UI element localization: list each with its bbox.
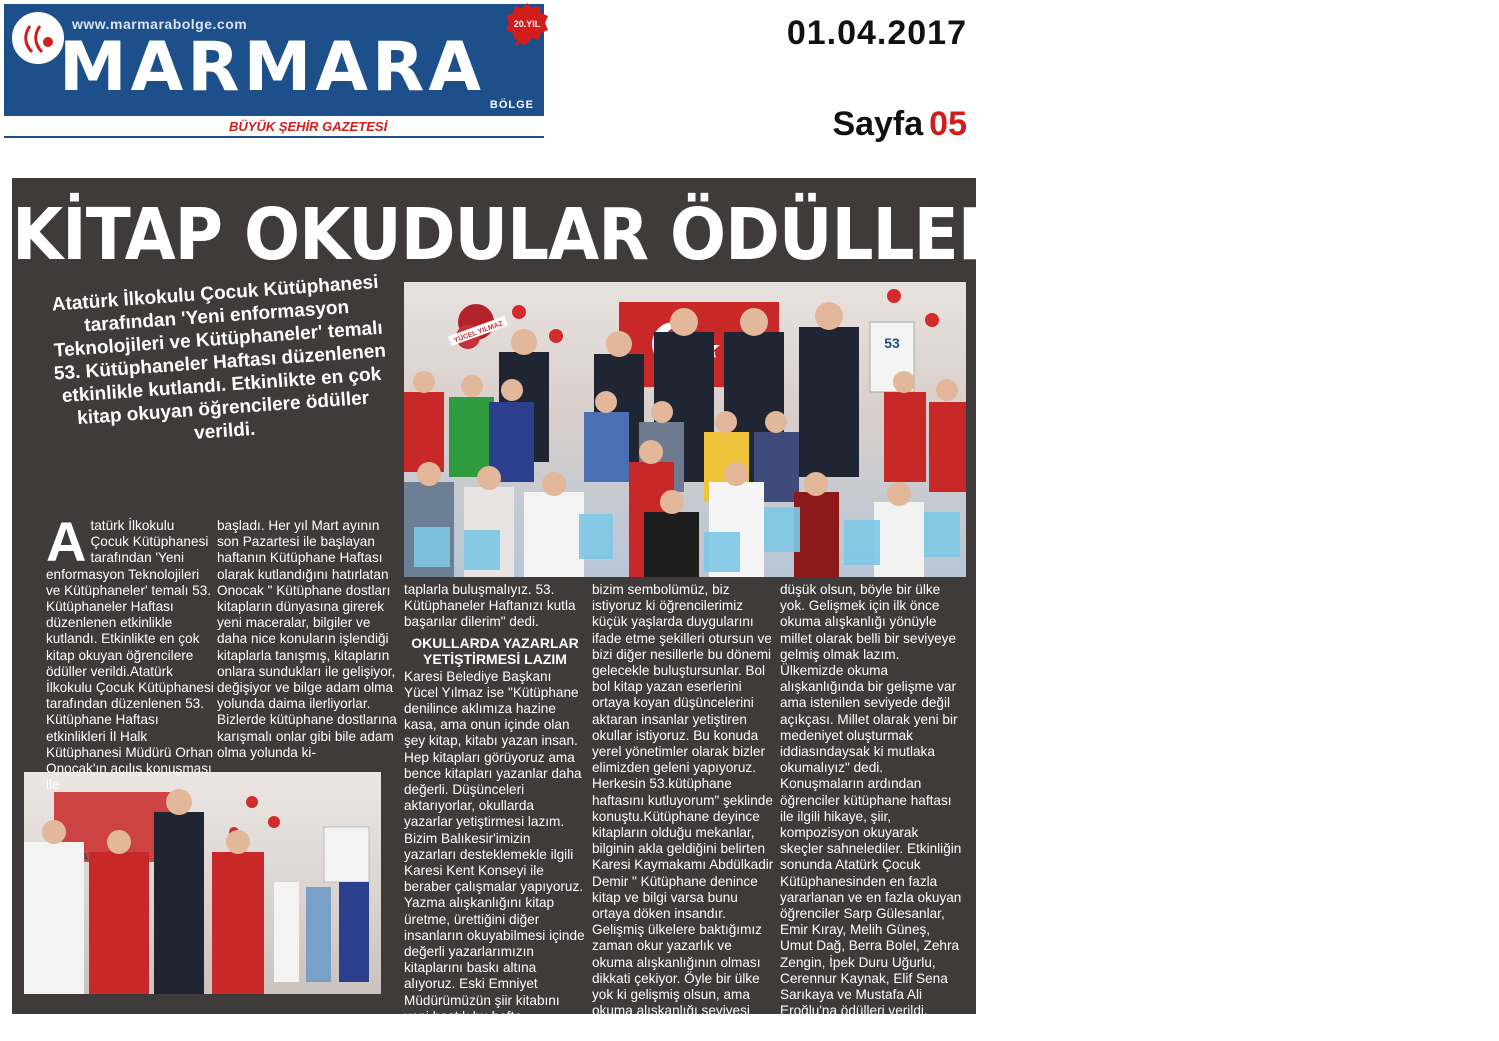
article-subheading: OKULLARDA YAZARLAR YETİŞTİRMESİ LAZIM — [411, 634, 579, 667]
column-3-text-b: Karesi Belediye Başkanı Yücel Yılmaz ise "Kütüphane denilince aklımıza hazine kasa, ama onun içinde olan şey kitap, kitabı yazan insan. Hep kitapları görüyoruz ama bence kitapları yazanlar daha değerli. Düşünceleri aktarıyorlar, okullarda yazarlar yetiştirmesi lazım. Bizim Balıkesir'imizin yazarları desteklemekle ilgili Karesi Kent Konseyi ile beraber çalışmalar yapıyoruz. Yazma alışkanlığını kitap üretme, ürettiğini diğer insanların okuyabilmesi içinde değerli yazarlarımızın kitaplarını baskı altına alıyoruz. Eski Emniyet Müdürümüzün şiir kitabını yeni bastık bu hafta gönderiyoruz. Kütüphane — [404, 668, 585, 1041]
masthead — [4, 4, 544, 116]
news-agency-credit: (İHA) — [854, 1021, 888, 1037]
page-number-value: 05 — [929, 105, 967, 143]
issue-date: 01.04.2017 — [786, 14, 967, 52]
flower-banner-text: YÜCEL YILMAZ — [453, 320, 504, 345]
newspaper-name: MARMARA — [59, 28, 485, 107]
page-label: Sayfa — [832, 105, 924, 143]
article-column-2: başladı. Her yıl Mart ayının son Pazartesi ile başlayan haftanın Kütüphane Haftası olarak kutlandığını hatırlatan Onocak " Kütüphane dostları kitapların dünyasına girerek yeni maceralar, bilgiler ve daha nice konuların işlendiği kitaplarla tanışmış, kitapların onlara sundukları ile gelişiyor, değişiyor ve bilge adam olma yolunda daima ilerliyorlar. Bizlerde kütüphane dostlarına karışmalı onlar gibi bile adam olma yolunda ki- — [217, 518, 397, 760]
dropcap: A — [46, 510, 87, 573]
award-photo-bottom — [24, 772, 381, 994]
anniversary-seal-icon — [505, 2, 549, 46]
tagline-bar — [4, 116, 544, 138]
article-headline: KİTAP OKUDULAR ÖDÜLLER KAZANDILAR — [12, 192, 1499, 277]
anniversary-label: 20.YIL — [513, 19, 541, 29]
group-photo-top — [404, 282, 966, 577]
tagline: BÜYÜK ŞEHİR GAZETESİ — [229, 119, 388, 134]
newspaper-logo-icon — [10, 10, 66, 66]
column-5-text: düşük olsun, böyle bir ülke yok. Gelişmek için ilk önce okuma alışkanlığı yönüyle millet olarak belli bir seviyeye gelmiş olmak lazım. Ülkemizde okuma alışkanlığında bir gelişme var ama istenilen seviyede değil açıkçası. Millet olarak yeni bir medeniyet oluşturmak iddiasındaysak ki mutlaka okumalıyız" dedi. Konuşmaların ardından öğrenciler kütüphane haftası ile ilgili hikaye, şiir, kompozisyon okuyarak skeçler sahnelediler. Etkinliğin sonunda Atatürk Çocuk Kütüphanesinden en fazla yararlanan ve en fazla okuyan öğrenciler Sarp Gülesanlar, Emir Kıray, Melih Güneş, Umut Dağ, Berra Bolel, Zehra Zengin, İpek Duru Uğurlu, Cerennur Kaynak, Elif Sena Sarıkaya ve Mustafa Ali Eroğlu'na ödülleri verildi. — [780, 582, 962, 1019]
site-url[interactable]: www.marmarabolge.com — [72, 16, 248, 32]
newspaper-name-suffix: BÖLGE — [489, 99, 534, 111]
column-3-text-a: taplarla buluşmalıyız. 53. Kütüphaneler Haftanızı kutla başarılar dilerim" dedi. — [404, 582, 576, 630]
poster-number: 53 — [884, 335, 900, 351]
article-panel — [12, 178, 1499, 1041]
page-number — [832, 105, 967, 144]
article-column-5 — [780, 582, 962, 1038]
article-column-4: bizim sembolümüz, biz istiyoruz ki öğrencilerimiz küçük yaşlarda duygularını ifade etme şekilleri otursun ve bizi diğer nesillerle bu dönemi gelecekle buluştursunlar. Bol bol kitap yazan eserlerini ortaya koyan düşüncelerini aktaran insanlar yetiştiren okullar istiyoruz. Bu konuda yerel yönetimler olarak bizler elimizden geleni yapıyoruz. Herkesin 53.kütüphane haftasını kutluyorum" şeklinde konuştu.Kütüphane deyince kitapların olduğu mekanlar, bilginin akla geldiğini belirten Karesi Kaymakamı Abdülkadir Demir " Kütüphane denince kitap ve bilgi varsa bunu ortaya döken insandır. Gelişmiş ülkelere baktığımız zaman okur yazarlık ve okuma alışkanlığının olması dikkati çekiyor. Öyle bir ülke yok ki gelişmiş olsun, ama okuma alışkanlığı seviyesi — [592, 582, 774, 1019]
article-column-3 — [404, 582, 586, 1041]
column-1-text: tatürk İlkokulu Çocuk Kütüphanesi tarafından 'Yeni enformasyon Teknolojileri ve Kütüphaneler' temalı 53. Kütüphaneler Haftası düzenlenen etkinlikle kutlandı. Etkinlikte en çok kitap okuyan öğrencilere ödüller verildi.Atatürk İlkokulu Çocuk Kütüphanesi tarafından düzenlenen 53. Kütüphane Haftası etkinlikleri İl Halk Kütüphanesi Müdürü Orhan Onocak'ın açılış konuşması ile — [46, 518, 214, 793]
article-column-1 — [46, 510, 216, 793]
article-lead: Atatürk İlkokulu Çocuk Kütüphanesi tarafından 'Yeni enformasyon Teknolojileri ve Kütüphaneler' temalı 53. Kütüphaneler Haftası düzenlenen etkinlikle kutlandı. Etkinlikte en çok kitap okuyan öğrencilere ödüller verildi. — [51, 271, 387, 445]
